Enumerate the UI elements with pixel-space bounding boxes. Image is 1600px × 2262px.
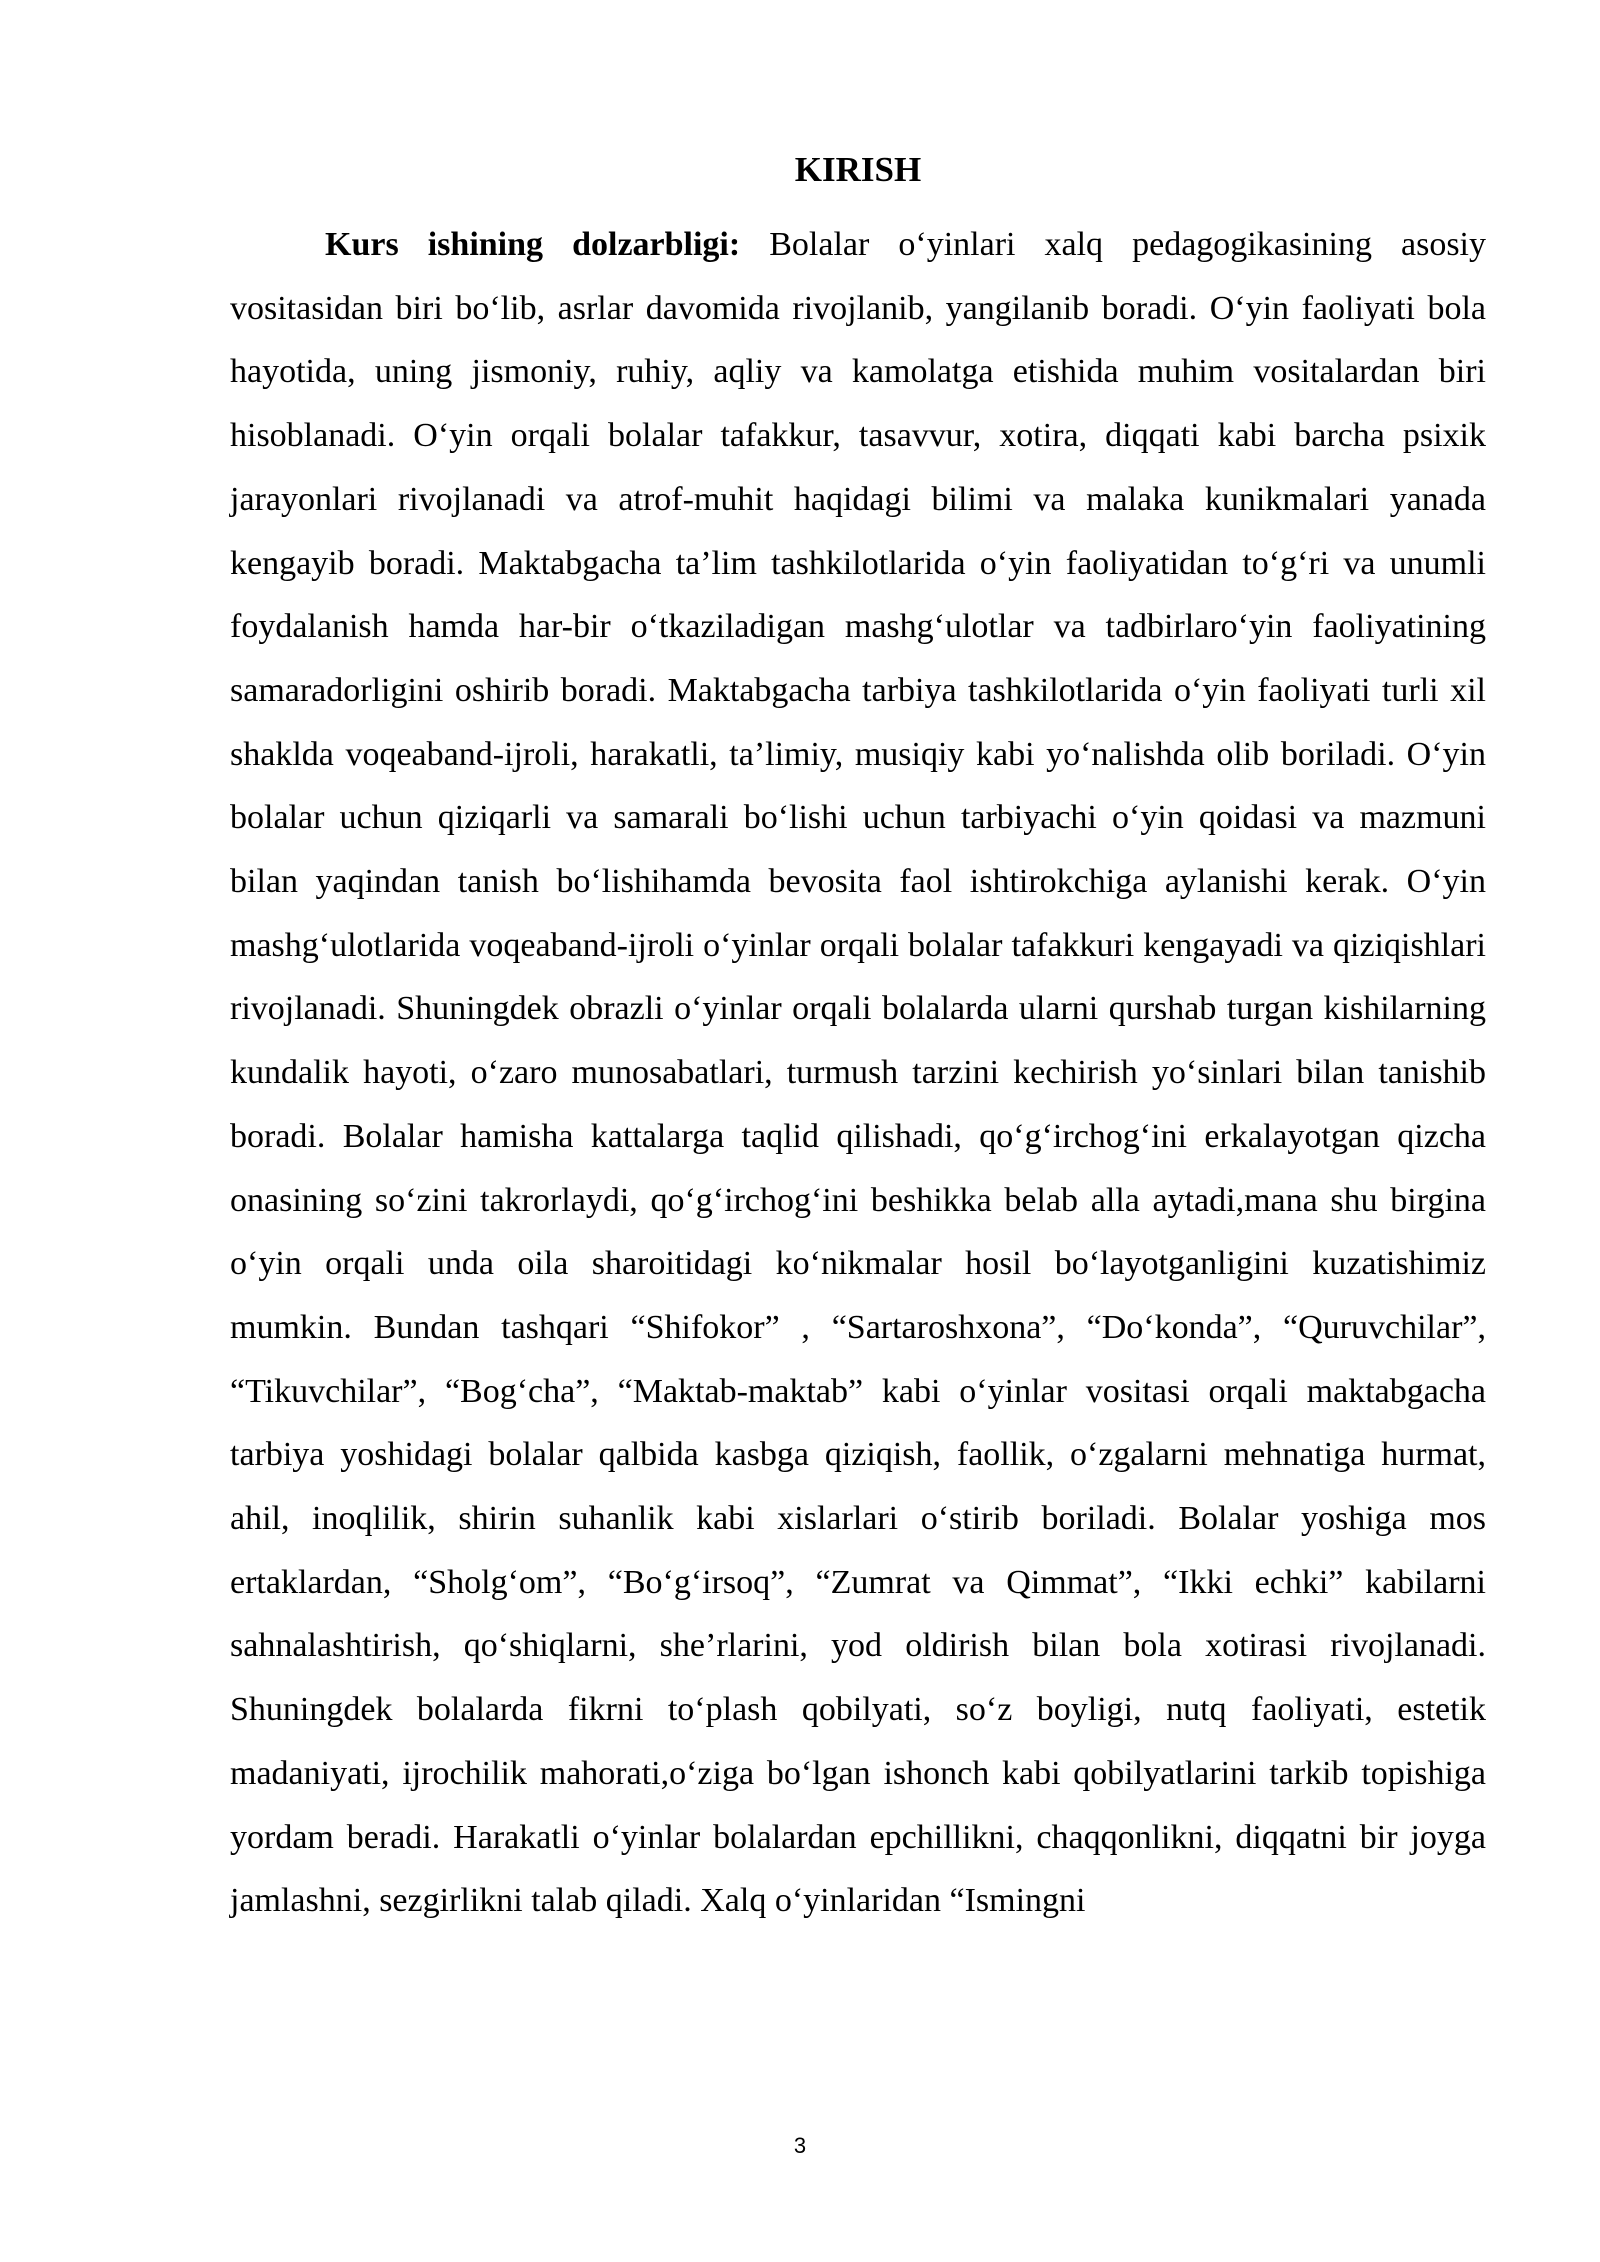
- page-number: 3: [793, 2133, 807, 2158]
- body-paragraph: [230, 213, 1486, 1933]
- section-heading: KIRISH: [794, 150, 922, 189]
- lead-label: Kurs ishining dolzarbligi:: [325, 226, 741, 263]
- paragraph-text: Bolalar o‘yinlari xalq pedagogikasining asosiy vositasidan biri bo‘lib, asrlar davomida rivojlanib, yangilanib boradi. O‘yin faoliyati bola hayotida, uning jismoniy, ruhiy, aqliy va kamolatga etishida muhim vositalardan biri hisoblanadi. O‘yin orqali bolalar tafakkur, tasavvur, xotira, diqqati kabi barcha psixik jarayonlari rivojlanadi va atrof-muhit haqidagi bilimi va malaka kunikmalari yanada kengayib boradi. Maktabgacha ta’lim tashkilotlarida o‘yin faoliyatidan to‘g‘ri va unumli foydalanish hamda har-bir o‘tkaziladigan mashg‘ulotlar va tadbirlaro‘yin faoliyatining samaradorligini oshirib boradi. Maktabgacha tarbiya tashkilotlarida o‘yin faoliyati turli xil shaklda voqeaband-ijroli, harakatli, ta’limiy, musiqiy kabi yo‘nalishda olib boriladi. O‘yin bolalar uchun qiziqarli va samarali bo‘lishi uchun tarbiyachi o‘yin qoidasi va mazmuni bilan yaqindan tanish bo‘lishihamda bevosita faol ishtirokchiga aylanishi kerak. O‘yin mashg‘ulotlarida voqeaband-ijroli o‘yinlar orqali bolalar tafakkuri kengayadi va qiziqishlari rivojlanadi. Shuningdek obrazli o‘yinlar orqali bolalarda ularni qurshab turgan kishilarning kundalik hayoti, o‘zaro munosabatlari, turmush tarzini kechirish yo‘sinlari bilan tanishib boradi. Bolalar hamisha kattalarga taqlid qilishadi, qo‘g‘irchog‘ini erkalayotgan qizcha onasining so‘zini takrorlaydi, qo‘g‘irchog‘ini beshikka belab alla aytadi,mana shu birgina o‘yin orqali unda oila sharoitidagi ko‘nikmalar hosil bo‘layotganligini kuzatishimiz mumkin. Bundan tashqari “Shifokor” , “Sartaroshxona”, “Do‘konda”, “Quruvchilar”, “Tikuvchilar”, “Bog‘cha”, “Maktab-maktab” kabi o‘yinlar vositasi orqali maktabgacha tarbiya yoshidagi bolalar qalbida kasbga qiziqish, faollik, o‘zgalarni mehnatiga hurmat, ahil, inoqlilik, shirin suhanlik kabi xislarlari o‘stirib boriladi. Bolalar yoshiga mos ertaklardan, “Sholg‘om”, “Bo‘g‘irsoq”, “Zumrat va Qimmat”, “Ikki echki” kabilarni sahnalashtirish, qo‘shiqlarni, she’rlarini, yod oldirish bilan bola xotirasi rivojlanadi. Shuningdek bolalarda fikrni to‘plash qobilyati, so‘z boyligi, nutq faoliyati, estetik madaniyati, ijrochilik mahorati,o‘ziga bo‘lgan ishonch kabi qobilyatlarini tarkib topishiga yordam beradi. Harakatli o‘yinlar bolalardan epchillikni, chaqqonlikni, diqqatni bir joyga jamlashni, sezgirlikni talab qiladi. Xalq o‘yinlaridan “Ismingni: [230, 226, 1486, 1920]
